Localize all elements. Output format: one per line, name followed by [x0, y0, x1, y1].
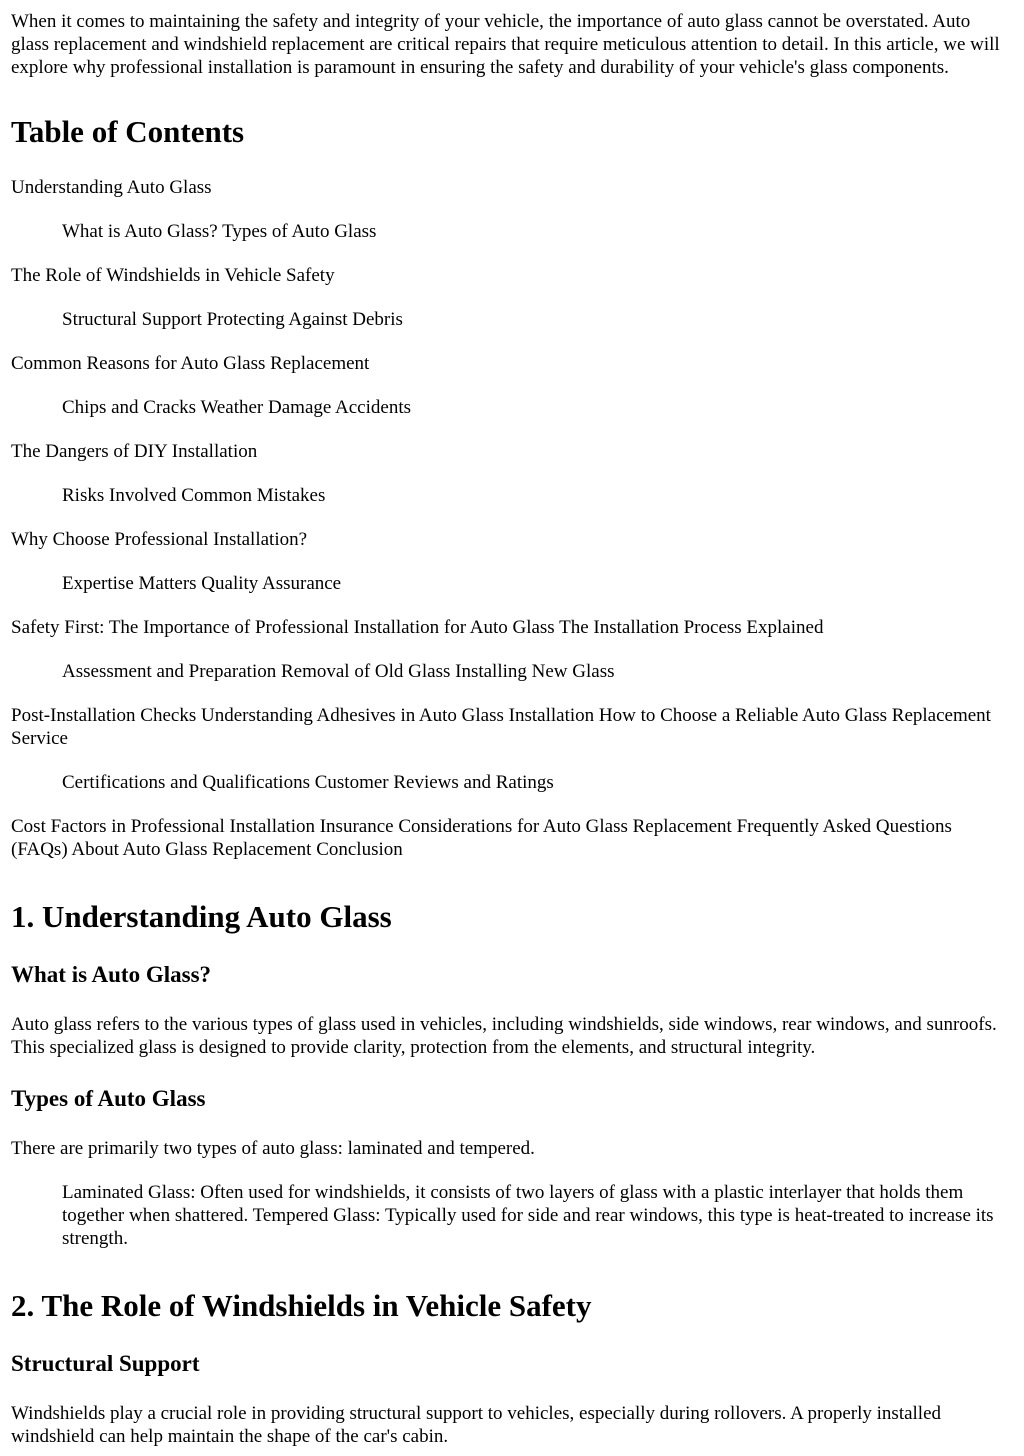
section-heading-understanding-auto-glass: 1. Understanding Auto Glass	[11, 899, 392, 934]
toc-subentry-windshields: Structural Support Protecting Against Debris	[62, 309, 403, 330]
toc-entry-why-professional: Why Choose Professional Installation?	[11, 529, 308, 550]
toc-subentry-installation-process: Assessment and Preparation Removal of Old Glass Installing New Glass	[62, 661, 615, 682]
paragraph-what-is-auto-glass: Auto glass refers to the various types of glass used in vehicles, including windshields, side windows, rear windows, and sunroofs. This specialized glass is designed to provide clarity, protection from the elements, and structural integrity.	[11, 1014, 997, 1058]
intro-paragraph: When it comes to maintaining the safety and integrity of your vehicle, the importance of auto glass cannot be overstated. Auto glass replacement and windshield replacement are critical repairs that require meticulous attention to detail. In this article, we will explore why professional installation is paramount in ensuring the safety and durability of your vehicle's glass components.	[11, 11, 1000, 78]
toc-entry-role-of-windshields: The Role of Windshields in Vehicle Safety	[11, 265, 335, 286]
toc-subentry-common-reasons: Chips and Cracks Weather Damage Accidents	[62, 397, 411, 418]
indented-glass-types: Laminated Glass: Often used for windshields, it consists of two layers of glass with a plastic interlayer that holds them together when shattered. Tempered Glass: Typically used for side and rear windows, this type is heat-treated to increase its strength.	[62, 1182, 994, 1249]
subheading-what-is-auto-glass: What is Auto Glass?	[11, 962, 212, 987]
toc-entry-safety-first: Safety First: The Importance of Professional Installation for Auto Glass The Installation Process Explained	[11, 617, 824, 638]
toc-entry-post-installation: Post-Installation Checks Understanding Adhesives in Auto Glass Installation How to Choose a Reliable Auto Glass Replacement Service	[11, 705, 991, 749]
toc-subentry-why-professional: Expertise Matters Quality Assurance	[62, 573, 342, 594]
toc-subentry-auto-glass: What is Auto Glass? Types of Auto Glass	[62, 221, 377, 242]
paragraph-structural-support: Windshields play a crucial role in providing structural support to vehicles, especially during rollovers. A properly installed windshield can help maintain the shape of the car's cabin.	[11, 1403, 942, 1447]
toc-subentry-dangers-diy: Risks Involved Common Mistakes	[62, 485, 326, 506]
subheading-types-of-auto-glass: Types of Auto Glass	[11, 1086, 206, 1111]
section-heading-role-of-windshields: 2. The Role of Windshields in Vehicle Safety	[11, 1288, 592, 1323]
article	[0, 10, 1024, 1448]
table-of-contents	[11, 176, 1012, 861]
paragraph-types-of-auto-glass: There are primarily two types of auto glass: laminated and tempered.	[11, 1138, 535, 1159]
toc-entry-common-reasons: Common Reasons for Auto Glass Replacement	[11, 353, 370, 374]
subheading-structural-support: Structural Support	[11, 1351, 200, 1376]
toc-entry-cost-factors: Cost Factors in Professional Installation Insurance Considerations for Auto Glass Replacement Frequently Asked Questions (FAQs) About Auto Glass Replacement Conclusion	[11, 816, 952, 860]
toc-subentry-reliable-service: Certifications and Qualifications Customer Reviews and Ratings	[62, 772, 554, 793]
toc-title: Table of Contents	[11, 114, 245, 149]
toc-entry-dangers-diy: The Dangers of DIY Installation	[11, 441, 258, 462]
toc-entry-understanding-auto-glass: Understanding Auto Glass	[11, 177, 212, 198]
